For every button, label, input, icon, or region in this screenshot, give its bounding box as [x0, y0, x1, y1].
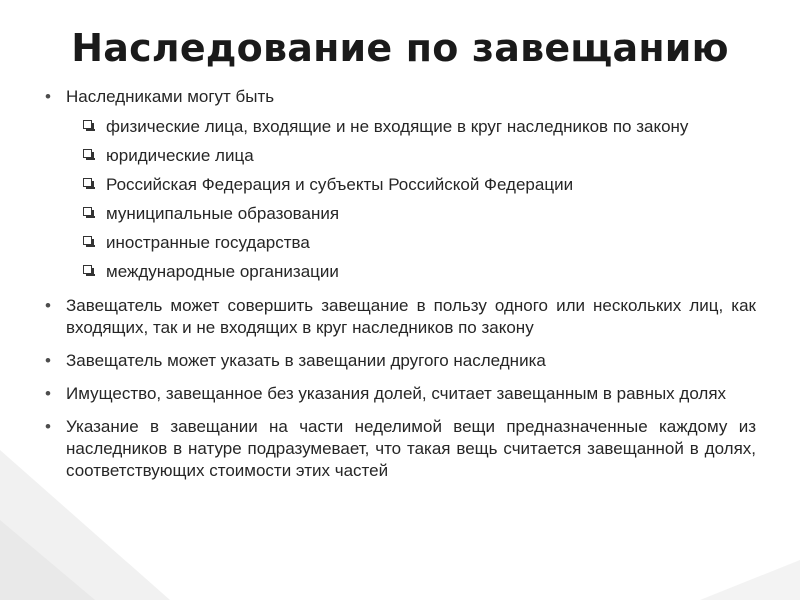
bullet-text: Указание в завещании на части неделимой вещи предназначенные каждому из наследников в натуре подразумевает, что такая вещь считается завещанной в долях, соответствующих стоимости этих частей: [66, 417, 756, 480]
sub-item-individuals: [40, 116, 756, 138]
sub-item-text: иностранные государства: [106, 233, 310, 252]
decor-shape-right: [700, 560, 800, 600]
bullet-text: Завещатель может совершить завещание в пользу одного или нескольких лиц, как входящих, так и не входящих в круг наследников по закону: [66, 296, 756, 337]
sub-item-international-organizations: [40, 261, 756, 283]
sub-item-municipalities: [40, 203, 756, 225]
bullet-item-heirs: [40, 86, 756, 108]
shadowed-square-bullet-icon: [83, 149, 92, 158]
sub-item-foreign-states: [40, 232, 756, 254]
sub-item-legal-entities: [40, 145, 756, 167]
round-bullet-icon: •: [45, 417, 51, 436]
bullet-item-indivisible-thing: [40, 416, 756, 482]
shadowed-square-bullet-icon: [83, 265, 92, 274]
bullet-item-testator-will: [40, 295, 756, 339]
shadowed-square-bullet-icon: [83, 207, 92, 216]
bullet-text: Завещатель может указать в завещании другого наследника: [66, 351, 546, 370]
sub-item-russian-federation: [40, 174, 756, 196]
sub-item-text: муниципальные образования: [106, 204, 340, 223]
bullet-item-equal-shares: [40, 383, 756, 405]
shadowed-square-bullet-icon: [83, 178, 92, 187]
sub-item-text: физические лица, входящие и не входящие в круг наследников по закону: [106, 117, 689, 136]
slide-title: Наследование по завещанию: [71, 26, 729, 70]
round-bullet-icon: •: [45, 384, 51, 403]
shadowed-square-bullet-icon: [83, 236, 92, 245]
sub-item-text: юридические лица: [106, 146, 254, 165]
bullet-text: Наследниками могут быть: [66, 87, 275, 106]
slide-content: [40, 86, 756, 482]
bullet-item-other-heir: [40, 350, 756, 372]
round-bullet-icon: •: [45, 351, 51, 370]
round-bullet-icon: •: [45, 296, 51, 315]
sub-item-text: Российская Федерация и субъекты Российской Федерации: [106, 175, 574, 194]
sub-item-text: международные организации: [106, 262, 339, 281]
round-bullet-icon: •: [45, 87, 51, 106]
bullet-text: Имущество, завещанное без указания долей, считает завещанным в равных долях: [66, 384, 727, 403]
shadowed-square-bullet-icon: [83, 120, 92, 129]
